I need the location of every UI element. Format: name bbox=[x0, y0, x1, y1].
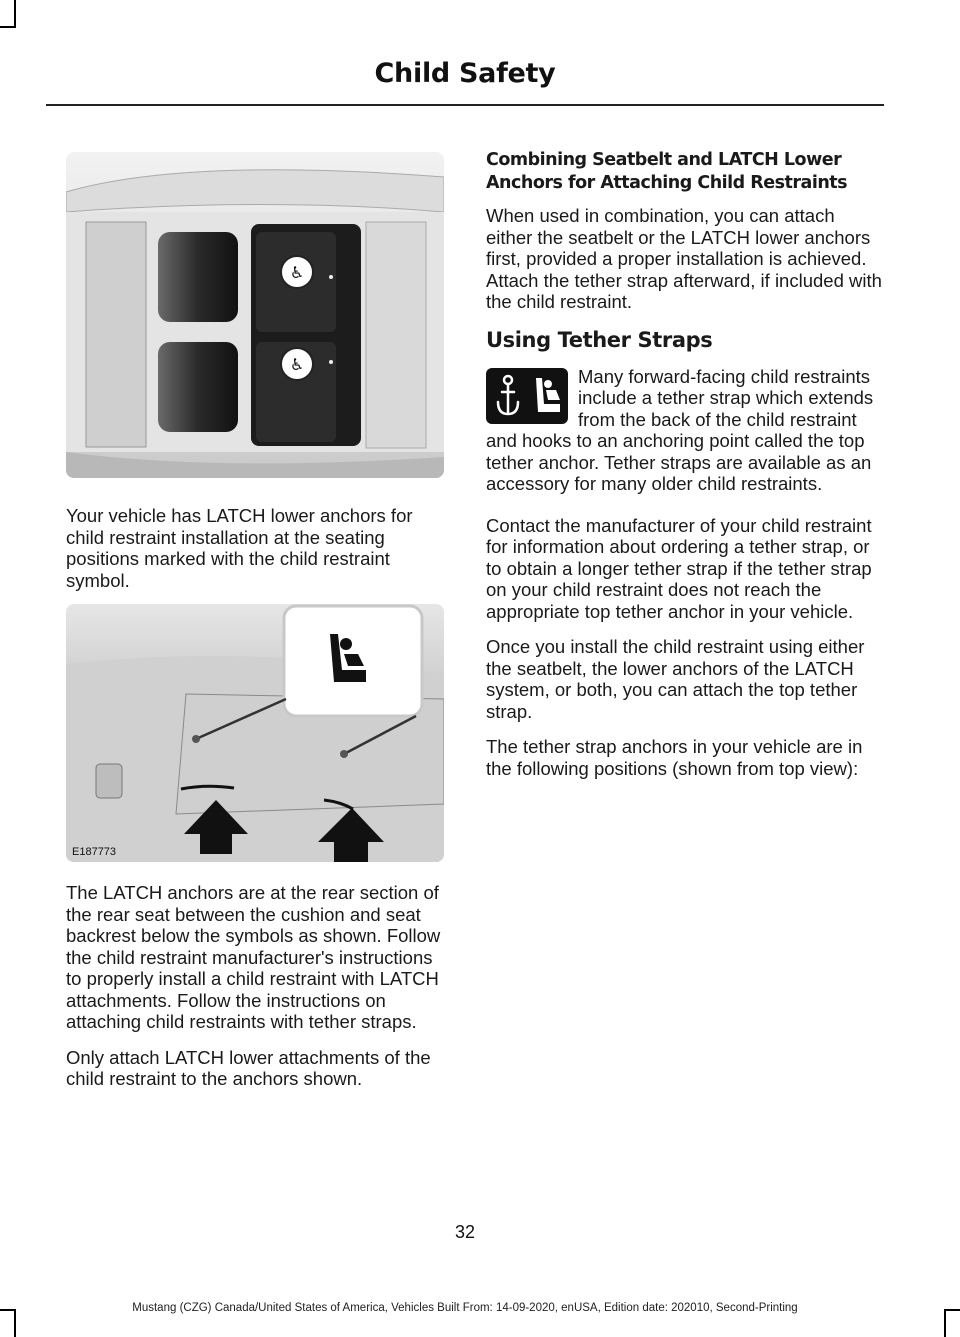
svg-text:♿: ♿ bbox=[289, 355, 305, 374]
page-number: 32 bbox=[454, 1222, 476, 1242]
tether-positions-paragraph: The tether strap anchors in your vehicle are in the following positions (shown from top view): bbox=[486, 736, 863, 779]
latch-location-paragraph: The LATCH anchors are at the rear section of the rear seat between the cushion and seat backrest below the symbols as shown. Follow the child restraint manufacturer's instructions to properly install a child restraint with LATCH attachments. Follow the instructions on attaching child restraints with tether straps. bbox=[66, 882, 441, 1032]
left-column-text-2 bbox=[66, 882, 452, 1104]
figure-car-top-view bbox=[66, 152, 444, 478]
crop-mark-top-left-h bbox=[0, 26, 16, 28]
figure-latch-anchors bbox=[66, 604, 444, 862]
figure-id-label: E187773 bbox=[72, 846, 117, 858]
tether-contact-paragraph: Contact the manufacturer of your child restraint for information about ordering a tether strap, or to obtain a longer tether strap if the tether strap on your child restraint does not reach the appropriate top tether anchor in your vehicle. bbox=[486, 514, 872, 622]
right-column bbox=[486, 149, 882, 793]
tether-intro-paragraph: Many forward-facing child restraints include a tether strap which extends from the back of the child restraint and hooks to an anchoring point called the top tether anchor. Tether straps are available as an accessory for many older child restraints. bbox=[486, 365, 874, 494]
tether-attach-paragraph: Once you install the child restraint using either the seatbelt, the lower anchors of the LATCH system, or both, you can attach the top tether strap. bbox=[486, 636, 865, 722]
latch-warning-paragraph: Only attach LATCH lower attachments of the child restraint to the anchors shown. bbox=[66, 1046, 431, 1089]
latch-intro-paragraph: Your vehicle has LATCH lower anchors for child restraint installation at the seating positions marked with the child restraint symbol. bbox=[66, 505, 413, 591]
svg-text:♿: ♿ bbox=[289, 263, 305, 282]
combining-paragraph: When used in combination, you can attach either the seatbelt or the LATCH lower anchors first, provided a proper installation is achieved. Attach the tether strap afterward, if included with the child restraint. bbox=[486, 205, 882, 312]
header-rule bbox=[46, 104, 884, 106]
crop-mark-bottom-right bbox=[944, 1309, 946, 1337]
page-title: Child Safety bbox=[374, 58, 556, 89]
tether-anchor-icon bbox=[486, 368, 568, 424]
section-heading-tether: Using Tether Straps bbox=[486, 327, 713, 352]
crop-mark-bottom-right-h bbox=[944, 1309, 960, 1311]
left-column-text-1 bbox=[66, 505, 450, 605]
crop-mark-top-left bbox=[14, 0, 16, 28]
section-heading-combining: Combining Seatbelt and LATCH Lower Anchors for Attaching Child Restraints bbox=[486, 150, 848, 193]
footer-text: Mustang (CZG) Canada/United States of America, Vehicles Built From: 14-09-2020, enUSA, Edition date: 202010, Second-Printing bbox=[132, 1302, 798, 1314]
tether-intro-block bbox=[486, 366, 882, 495]
